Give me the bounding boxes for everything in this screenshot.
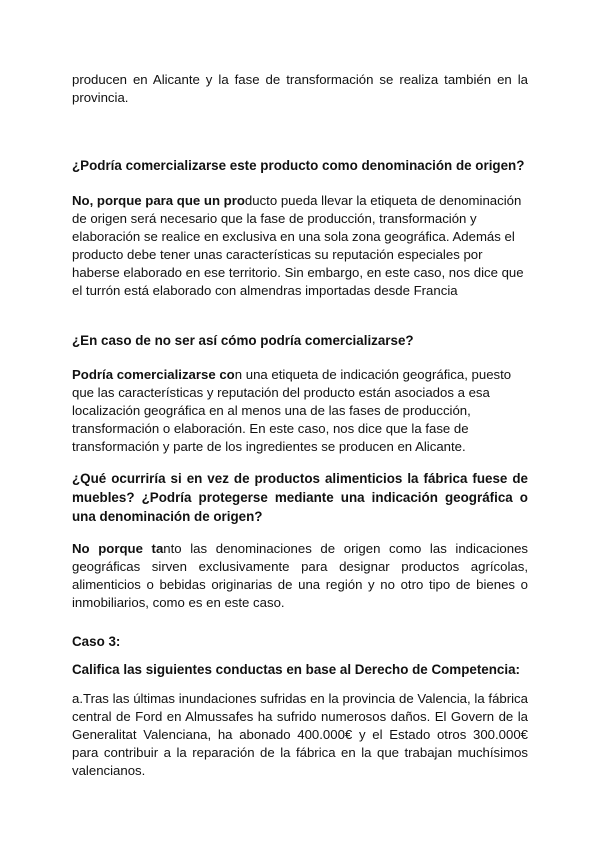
question-1-answer-lead: No, porque para que un pro: [72, 193, 245, 208]
question-3-heading: ¿Qué ocurriría si en vez de productos alimenticios la fábrica fuese de muebles? ¿Podría protegerse mediante una indicación geográfica o una denominación de origen?: [72, 471, 528, 524]
intro-paragraph: [72, 71, 528, 107]
question-3-answer-text: nto las denominaciones de origen como las indicaciones geográficas sirven exclusivamente para designar productos agrícolas, alimenticios o bebidas originarias de una región y no otro tipo de bienes o inmobiliarios, como es en este caso.: [72, 541, 528, 610]
question-3-answer-lead: No porque ta: [72, 541, 164, 556]
question-2-answer-lead: Podría comercializarse co: [72, 367, 235, 382]
intro-text: producen en Alicante y la fase de transformación se realiza también en la provincia.: [72, 72, 528, 105]
question-3-answer: [72, 540, 528, 612]
question-1-answer-text: ducto pueda llevar la etiqueta de denominación de origen será necesario que la fase de producción, transformación y elaboración se realice en exclusiva en una sola zona geográfica. Además el producto debe tener unas características su reputación especiales por haberse elaborado en ese territorio. Sin embargo, en este caso, nos dice que el turrón está elaborado con almendras importadas desde Francia: [72, 193, 524, 298]
case-3-item-a: a.Tras las últimas inundaciones sufridas en la provincia de Valencia, la fábrica central de Ford en Almussafes ha sufrido numerosos daños. El Govern de la Generalitat Valenciana, ha abonado 400.000€ y el Estado otros 300.000€ para contribuir a la reparación de la fábrica en la que trabajan muchísimos valencianos.: [72, 691, 528, 778]
question-2-answer-text: n una etiqueta de indicación geográfica, puesto que las características y reputación del producto están asociados a esa localización geográfica en al menos una de las fases de producción, transformación o elaboración. En este caso, nos dice que la fase de transformación y parte de los ingredientes se producen en Alicante.: [72, 367, 512, 454]
case-3-label: Caso 3:: [72, 634, 121, 649]
question-1-answer: [72, 192, 528, 300]
question-2-answer: [72, 366, 528, 456]
question-1-heading: ¿Podría comercializarse este producto como denominación de origen?: [72, 158, 525, 173]
question-2-heading: ¿En caso de no ser así cómo podría comercializarse?: [72, 333, 414, 348]
case-3-heading: Califica las siguientes conductas en base al Derecho de Competencia:: [72, 662, 520, 677]
